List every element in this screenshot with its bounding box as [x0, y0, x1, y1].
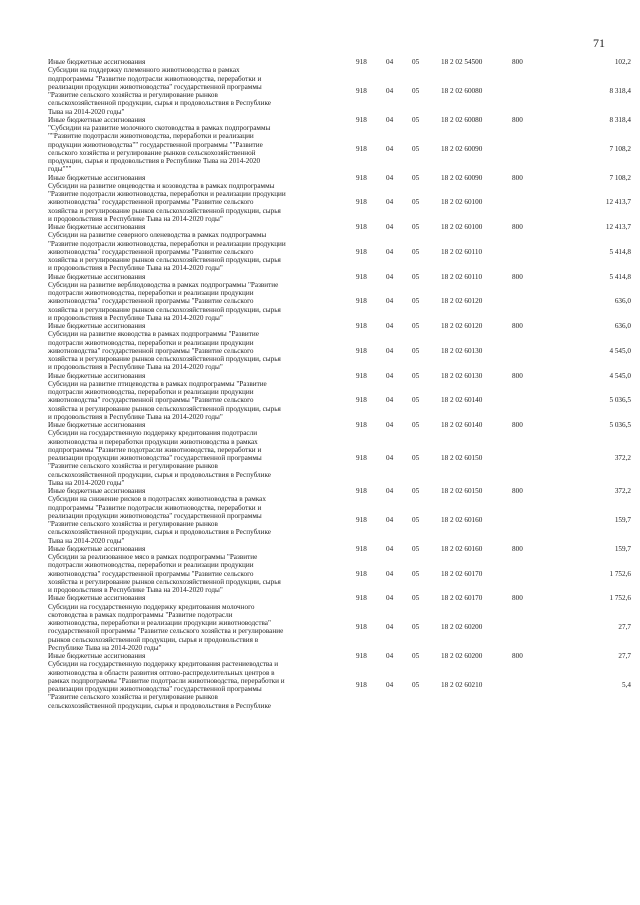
- cell-amount: 159,7: [614, 515, 631, 524]
- cell-admin-code: 918: [356, 371, 367, 380]
- description-line: Иные бюджетные ассигнования: [48, 652, 146, 660]
- cell-subsection: 05: [412, 173, 420, 182]
- cell-subsection: 05: [412, 652, 420, 660]
- cell-section: 04: [386, 297, 394, 306]
- table-row: [0, 429, 640, 487]
- description-line: "Развитие подотрасли животноводства, переработки и реализации продукции: [48, 239, 286, 248]
- cell-amount: 5 414,8: [609, 247, 631, 256]
- cell-subsection: 05: [412, 297, 420, 306]
- cell-target-code: 18 2 02 60170: [441, 569, 483, 578]
- cell-amount: 159,7: [614, 544, 631, 553]
- cell-subsection: 05: [412, 454, 420, 462]
- table-row: [0, 182, 640, 223]
- description-line: животноводства в области развития оптово-распределительных центров в: [48, 668, 275, 677]
- cell-target-code: 18 2 02 60160: [441, 544, 483, 553]
- description-line: хозяйства и регулирование рынков сельскохозяйственной продукции, сырья: [48, 206, 281, 215]
- cell-description: [48, 372, 348, 380]
- table-row: [0, 495, 640, 545]
- cell-admin-code: 918: [356, 223, 367, 231]
- cell-admin-code: 918: [356, 569, 367, 578]
- cell-subsection: 05: [412, 569, 420, 578]
- cell-target-code: 18 2 02 60170: [441, 594, 483, 603]
- cell-admin-code: 918: [356, 594, 367, 603]
- description-line: Субсидии на государственную поддержку кредитования молочного: [48, 602, 255, 611]
- description-line: "Развитие сельского хозяйства и регулирование рынков: [48, 520, 218, 528]
- cell-target-code: 18 2 02 60090: [441, 144, 483, 153]
- description-line: сельскохозяйственной продукции, сырья и продовольствия в Республике: [48, 99, 271, 108]
- cell-expense-type: 800: [512, 544, 523, 553]
- cell-section: 04: [386, 652, 394, 660]
- cell-amount: 1 752,6: [609, 594, 631, 603]
- cell-subsection: 05: [412, 487, 420, 495]
- table-row: [0, 372, 640, 380]
- cell-section: 04: [386, 346, 394, 355]
- cell-admin-code: 918: [356, 623, 367, 632]
- cell-subsection: 05: [412, 371, 420, 380]
- description-line: животноводства и переработки продукции животноводства в рамках: [48, 437, 258, 446]
- cell-expense-type: 800: [512, 115, 523, 124]
- cell-section: 04: [386, 371, 394, 380]
- description-line: Субсидии на развитие птицеводства в рамках подпрограммы "Развитие: [48, 379, 267, 388]
- description-line: хозяйства и регулирование рынков сельскохозяйственной продукции, сырья: [48, 404, 281, 413]
- cell-amount: 8 318,4: [609, 86, 631, 95]
- cell-expense-type: 800: [512, 272, 523, 281]
- cell-target-code: 18 2 02 60080: [441, 86, 483, 95]
- table-row: [0, 58, 640, 66]
- description-line: "Развитие сельского хозяйства и регулирование рынков: [48, 462, 218, 471]
- description-line: и продовольствия в Республике Тыва на 2014-2020 годы": [48, 586, 223, 594]
- cell-amount: 5 036,5: [609, 396, 631, 405]
- cell-amount: 4 545,0: [609, 346, 631, 355]
- cell-target-code: 18 2 02 60150: [441, 487, 483, 495]
- description-line: подотрасли животноводства, переработки и реализации продукции: [48, 388, 254, 396]
- cell-admin-code: 918: [356, 144, 367, 153]
- cell-amount: 27,7: [618, 652, 631, 660]
- cell-target-code: 18 2 02 60080: [441, 115, 483, 124]
- cell-target-code: 18 2 02 60150: [441, 454, 483, 462]
- description-line: продукции животноводства"" государственной программы ""Развитие: [48, 140, 263, 149]
- description-line: хозяйства и регулирование рынков сельскохозяйственной продукции, сырья: [48, 577, 281, 586]
- cell-amount: 4 545,0: [609, 371, 631, 380]
- cell-description: [48, 66, 348, 116]
- cell-description: [48, 421, 348, 429]
- description-line: подотрасли животноводства, переработки и реализации продукции: [48, 289, 254, 297]
- description-line: подотрасли животноводства, переработки и реализации продукции: [48, 561, 254, 570]
- cell-admin-code: 918: [356, 322, 367, 330]
- cell-expense-type: 800: [512, 223, 523, 231]
- description-line: подпрограммы "Развитие подотрасли животноводства, переработки и: [48, 503, 262, 512]
- cell-amount: 5 414,8: [609, 272, 631, 281]
- description-line: реализации продукции животноводства" государственной программы: [48, 82, 262, 91]
- description-line: реализации продукции животноводства" государственной программы: [48, 511, 262, 520]
- description-line: "Субсидии на развитие молочного скотоводства в рамках подпрограммы: [48, 124, 271, 132]
- cell-target-code: 18 2 02 60200: [441, 623, 483, 632]
- cell-amount: 7 108,2: [609, 173, 631, 182]
- cell-admin-code: 918: [356, 198, 367, 207]
- table-row: [0, 660, 640, 710]
- cell-subsection: 05: [412, 421, 420, 429]
- cell-expense-type: 800: [512, 487, 523, 495]
- description-line: Иные бюджетные ассигнования: [48, 272, 146, 281]
- cell-section: 04: [386, 86, 394, 95]
- cell-target-code: 18 2 02 60210: [441, 680, 483, 689]
- cell-target-code: 18 2 02 60120: [441, 322, 483, 330]
- cell-section: 04: [386, 569, 394, 578]
- cell-section: 04: [386, 144, 394, 153]
- description-line: Иные бюджетные ассигнования: [48, 487, 146, 495]
- cell-admin-code: 918: [356, 544, 367, 553]
- description-line: государственной программы "Развитие сельского хозяйства и регулирование: [48, 627, 284, 636]
- cell-section: 04: [386, 198, 394, 207]
- description-line: подпрограммы "Развитие подотрасли животноводства, переработки и: [48, 445, 262, 454]
- description-line: Субсидии на развитие овцеводства и козоводства в рамках подпрограммы: [48, 181, 275, 190]
- description-line: и продовольствия в Республике Тыва на 2014-2020 годы": [48, 214, 223, 223]
- description-line: Иные бюджетные ассигнования: [48, 544, 146, 553]
- cell-section: 04: [386, 594, 394, 603]
- table-row: [0, 322, 640, 330]
- cell-expense-type: 800: [512, 652, 523, 660]
- description-line: хозяйства и регулирование рынков сельскохозяйственной продукции, сырья: [48, 305, 281, 314]
- description-line: реализации продукции животноводства" государственной программы: [48, 454, 262, 462]
- cell-section: 04: [386, 247, 394, 256]
- cell-subsection: 05: [412, 198, 420, 207]
- cell-target-code: 18 2 02 60140: [441, 421, 483, 429]
- cell-target-code: 18 2 02 60100: [441, 198, 483, 207]
- description-line: Субсидии на развитие северного оленеводства в рамках подпрограммы: [48, 231, 267, 240]
- table-row: [0, 594, 640, 602]
- cell-description: [48, 603, 348, 653]
- description-line: животноводства" государственной программы "Развитие сельского: [48, 297, 254, 306]
- cell-subsection: 05: [412, 594, 420, 603]
- cell-target-code: 18 2 02 60140: [441, 396, 483, 405]
- table-row: [0, 380, 640, 421]
- description-line: подотрасли животноводства, переработки и реализации продукции: [48, 338, 254, 347]
- description-line: годы""": [48, 165, 72, 174]
- table-row: [0, 174, 640, 182]
- description-line: животноводства" государственной программы "Развитие сельского: [48, 569, 254, 578]
- cell-subsection: 05: [412, 515, 420, 524]
- cell-description: [48, 322, 348, 330]
- description-line: ""Развитие подотрасли животноводства, переработки и реализации: [48, 132, 254, 141]
- table-row: [0, 652, 640, 660]
- cell-amount: 12 413,7: [605, 223, 631, 231]
- cell-admin-code: 918: [356, 247, 367, 256]
- description-line: продукции, сырья и продовольствия в Республике Тыва на 2014-2020: [48, 157, 261, 165]
- cell-section: 04: [386, 223, 394, 231]
- description-line: Субсидии на поддержку племенного животноводства в рамках: [48, 66, 240, 75]
- cell-admin-code: 918: [356, 652, 367, 660]
- cell-subsection: 05: [412, 115, 420, 124]
- description-line: Иные бюджетные ассигнования: [48, 115, 146, 124]
- cell-subsection: 05: [412, 680, 420, 689]
- description-line: "Развитие подотрасли животноводства, переработки и реализации продукции: [48, 190, 286, 198]
- cell-description: [48, 660, 348, 710]
- description-line: животноводства, переработки и реализации продукции животноводства": [48, 619, 271, 627]
- cell-description: [48, 545, 348, 553]
- cell-amount: 1 752,6: [609, 569, 631, 578]
- cell-expense-type: 800: [512, 58, 523, 66]
- description-line: Иные бюджетные ассигнования: [48, 371, 146, 380]
- cell-amount: 372,2: [614, 454, 631, 462]
- cell-description: [48, 594, 348, 602]
- description-line: Субсидии за реализованное мясо в рамках подпрограммы "Развитие: [48, 553, 258, 561]
- description-line: Иные бюджетные ассигнования: [48, 322, 146, 330]
- cell-admin-code: 918: [356, 454, 367, 462]
- description-line: рынков сельскохозяйственной продукции, сырья и продовольствия в: [48, 635, 259, 644]
- description-line: Субсидии на государственную поддержку кредитования растениеводства и: [48, 660, 279, 669]
- cell-description: [48, 273, 348, 281]
- cell-target-code: 18 2 02 60110: [441, 247, 483, 256]
- description-line: животноводства" государственной программы "Развитие сельского: [48, 198, 254, 207]
- description-line: и продовольствия в Республике Тыва на 2014-2020 годы": [48, 412, 223, 421]
- description-line: животноводства" государственной программы "Развитие сельского: [48, 247, 254, 256]
- description-line: животноводства" государственной программы "Развитие сельского: [48, 396, 254, 405]
- description-line: Иные бюджетные ассигнования: [48, 58, 146, 66]
- cell-amount: 12 413,7: [605, 198, 631, 207]
- cell-section: 04: [386, 58, 394, 66]
- cell-target-code: 18 2 02 60130: [441, 346, 483, 355]
- table-row: [0, 231, 640, 272]
- cell-subsection: 05: [412, 223, 420, 231]
- table-row: [0, 487, 640, 495]
- description-line: животноводства" государственной программы "Развитие сельского: [48, 346, 254, 355]
- cell-expense-type: 800: [512, 322, 523, 330]
- cell-admin-code: 918: [356, 58, 367, 66]
- cell-admin-code: 918: [356, 115, 367, 124]
- cell-admin-code: 918: [356, 86, 367, 95]
- description-line: и продовольствия в Республике Тыва на 2014-2020 годы": [48, 313, 223, 322]
- description-line: Республике Тыва на 2014-2020 годы": [48, 643, 162, 652]
- description-line: Субсидии на развитие верблюдоводства в рамках подпрограммы "Развитие: [48, 280, 279, 289]
- cell-target-code: 18 2 02 60110: [441, 272, 483, 281]
- cell-target-code: 18 2 02 60090: [441, 173, 483, 182]
- cell-description: [48, 652, 348, 660]
- table-row: [0, 545, 640, 553]
- cell-description: [48, 330, 348, 371]
- cell-expense-type: 800: [512, 173, 523, 182]
- cell-section: 04: [386, 115, 394, 124]
- table-row: [0, 553, 640, 594]
- cell-amount: 7 108,2: [609, 144, 631, 153]
- cell-subsection: 05: [412, 247, 420, 256]
- cell-section: 04: [386, 272, 394, 281]
- cell-section: 04: [386, 396, 394, 405]
- cell-description: [48, 495, 348, 545]
- cell-admin-code: 918: [356, 515, 367, 524]
- cell-description: [48, 58, 348, 66]
- description-line: хозяйства и регулирование рынков сельскохозяйственной продукции, сырья: [48, 355, 281, 363]
- description-line: хозяйства и регулирование рынков сельскохозяйственной продукции, сырья: [48, 256, 281, 264]
- table-row: [0, 330, 640, 371]
- page-number: 71: [593, 36, 605, 50]
- table-row: [0, 421, 640, 429]
- description-line: "Развитие сельского хозяйства и регулирование рынков: [48, 693, 218, 702]
- cell-section: 04: [386, 680, 394, 689]
- cell-amount: 636,0: [614, 322, 631, 330]
- cell-amount: 636,0: [614, 297, 631, 306]
- cell-description: [48, 174, 348, 182]
- table-row: [0, 223, 640, 231]
- budget-table: [0, 58, 640, 710]
- description-line: Субсидии на государственную поддержку кредитования подотрасли: [48, 429, 258, 438]
- cell-target-code: 18 2 02 60200: [441, 652, 483, 660]
- cell-expense-type: 800: [512, 371, 523, 380]
- cell-section: 04: [386, 544, 394, 553]
- cell-section: 04: [386, 515, 394, 524]
- cell-target-code: 18 2 02 60130: [441, 371, 483, 380]
- cell-subsection: 05: [412, 623, 420, 632]
- cell-subsection: 05: [412, 396, 420, 405]
- cell-target-code: 18 2 02 54500: [441, 58, 483, 66]
- cell-description: [48, 231, 348, 272]
- table-row: [0, 66, 640, 116]
- cell-subsection: 05: [412, 544, 420, 553]
- description-line: "Развитие сельского хозяйства и регулирование рынков: [48, 91, 218, 99]
- cell-amount: 5 036,5: [609, 421, 631, 429]
- cell-description: [48, 116, 348, 124]
- cell-section: 04: [386, 487, 394, 495]
- cell-section: 04: [386, 173, 394, 182]
- cell-admin-code: 918: [356, 487, 367, 495]
- table-row: [0, 281, 640, 322]
- cell-section: 04: [386, 454, 394, 462]
- description-line: скотоводства в рамках подпрограммы "Развитие подотрасли: [48, 610, 233, 619]
- cell-section: 04: [386, 623, 394, 632]
- cell-expense-type: 800: [512, 421, 523, 429]
- cell-subsection: 05: [412, 58, 420, 66]
- cell-amount: 8 318,4: [609, 115, 631, 124]
- cell-subsection: 05: [412, 86, 420, 95]
- description-line: подпрограммы "Развитие подотрасли животноводства, переработки и: [48, 74, 262, 83]
- description-line: реализации продукции животноводства" государственной программы: [48, 685, 262, 693]
- cell-admin-code: 918: [356, 272, 367, 281]
- description-line: Субсидии на развитие яководства в рамках подпрограммы "Развитие: [48, 330, 259, 339]
- cell-subsection: 05: [412, 346, 420, 355]
- cell-subsection: 05: [412, 144, 420, 153]
- cell-section: 04: [386, 421, 394, 429]
- description-line: Тыва на 2014-2020 годы": [48, 478, 125, 487]
- cell-admin-code: 918: [356, 173, 367, 182]
- cell-description: [48, 223, 348, 231]
- cell-description: [48, 182, 348, 223]
- description-line: сельского хозяйства и регулирование рынков сельскохозяйственной: [48, 148, 256, 157]
- cell-amount: 372,2: [614, 487, 631, 495]
- description-line: Тыва на 2014-2020 годы": [48, 107, 125, 116]
- description-line: сельскохозяйственной продукции, сырья и продовольствия в Республике: [48, 470, 271, 479]
- table-row: [0, 273, 640, 281]
- cell-description: [48, 281, 348, 322]
- description-line: Тыва на 2014-2020 годы": [48, 536, 125, 545]
- cell-admin-code: 918: [356, 297, 367, 306]
- cell-target-code: 18 2 02 60100: [441, 223, 483, 231]
- description-line: рамках подпрограммы "Развитие подотрасли животноводства, переработки и: [48, 676, 285, 685]
- description-line: Субсидии на снижение рисков в подотраслях животноводства в рамках: [48, 495, 266, 504]
- cell-description: [48, 124, 348, 174]
- cell-description: [48, 487, 348, 495]
- cell-admin-code: 918: [356, 396, 367, 405]
- description-line: Иные бюджетные ассигнования: [48, 594, 146, 603]
- cell-amount: 5,4: [622, 680, 631, 689]
- cell-section: 04: [386, 322, 394, 330]
- cell-admin-code: 918: [356, 346, 367, 355]
- cell-target-code: 18 2 02 60120: [441, 297, 483, 306]
- cell-description: [48, 429, 348, 487]
- cell-amount: 102,2: [614, 58, 631, 66]
- table-row: [0, 124, 640, 174]
- cell-expense-type: 800: [512, 594, 523, 603]
- table-row: [0, 116, 640, 124]
- cell-admin-code: 918: [356, 680, 367, 689]
- cell-admin-code: 918: [356, 421, 367, 429]
- description-line: сельскохозяйственной продукции, сырья и продовольствия в Республике: [48, 701, 271, 710]
- cell-target-code: 18 2 02 60160: [441, 515, 483, 524]
- description-line: и продовольствия в Республике Тыва на 2014-2020 годы": [48, 264, 223, 273]
- description-line: Иные бюджетные ассигнования: [48, 421, 146, 429]
- cell-subsection: 05: [412, 322, 420, 330]
- cell-subsection: 05: [412, 272, 420, 281]
- description-line: Иные бюджетные ассигнования: [48, 223, 146, 231]
- description-line: сельскохозяйственной продукции, сырья и продовольствия в Республике: [48, 528, 271, 537]
- table-row: [0, 603, 640, 653]
- description-line: и продовольствия в Республике Тыва на 2014-2020 годы": [48, 363, 223, 372]
- cell-description: [48, 380, 348, 421]
- cell-description: [48, 553, 348, 594]
- description-line: Иные бюджетные ассигнования: [48, 173, 146, 182]
- cell-amount: 27,7: [618, 623, 631, 632]
